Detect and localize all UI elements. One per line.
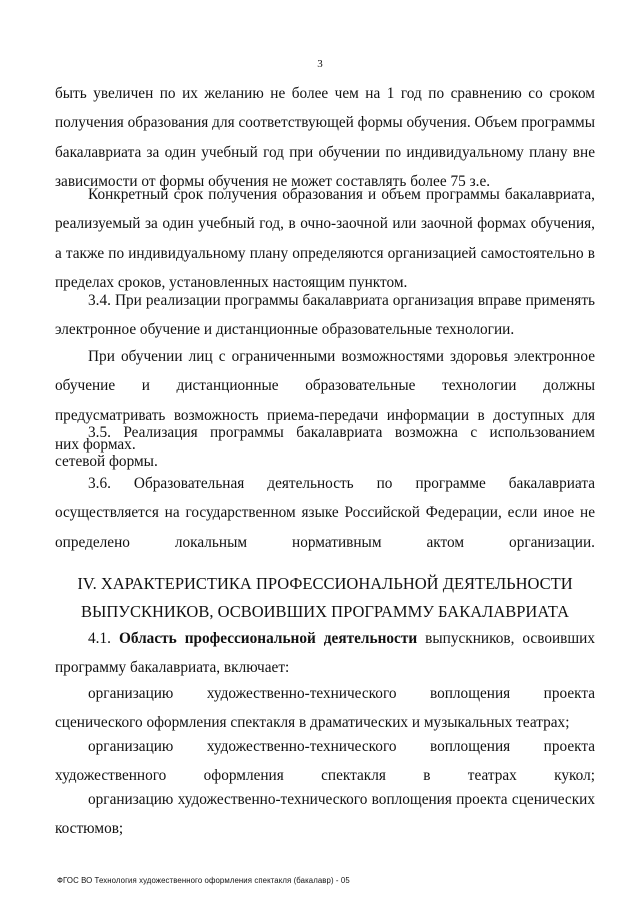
paragraph-continuation: быть увеличен по их желанию не более чем на 1 год по сравнению со сроком получения образования для соответствующей формы обучения. Объем программы бакалавриата за один учебный год при обучении по индивидуальному плану вне зависимости от формы обучения не может составлять более 75 з.е. — [55, 85, 595, 191]
paragraph-3-6: 3.6. Образовательная деятельность по программе бакалавриата осуществляется на государственном языке Российской Федерации, если иное не определено локальным нормативным актом организации. — [55, 475, 595, 551]
paragraph-disabilities: При обучении лиц с ограниченными возможностями здоровья электронное обучение и дистанционные образовательные технологии должны предусматривать возможность приема-передачи информации в доступных для них формах. — [55, 348, 595, 454]
list-item: организацию художественно-технического воплощения проекта сценических костюмов; — [55, 791, 595, 838]
section-heading-line-1: IV. ХАРАКТЕРИСТИКА ПРОФЕССИОНАЛЬНОЙ ДЕЯТЕЛЬНОСТИ — [77, 574, 573, 593]
item-number: 4.1. — [88, 630, 111, 647]
page-number: 3 — [317, 58, 323, 70]
item-text: выпускников, освоивших программу бакалавриата, включает: — [55, 630, 596, 677]
paragraph-4-1 — [55, 624, 595, 683]
list-item: организацию художественно-технического воплощения проекта сценического оформления спектакля в драматических и музыкальных театрах; — [55, 685, 595, 732]
footer: ФГОС ВО Технология художественного оформления спектакля (бакалавр) - 05 — [57, 876, 350, 885]
paragraph-3-4: 3.4. При реализации программы бакалавриата организация вправе применять электронное обучение и дистанционные образовательные технологии. — [55, 292, 595, 339]
bold-term: Область профессиональной деятельности — [118, 630, 418, 647]
list-item: организацию художественно-технического воплощения проекта художественного оформления спектакля в театрах кукол; — [55, 738, 595, 785]
paragraph-3-5: 3.5. Реализация программы бакалавриата возможна с использованием сетевой формы. — [55, 424, 595, 471]
section-heading-line-2: ВЫПУСКНИКОВ, ОСВОИВШИХ ПРОГРАММУ БАКАЛАВРИАТА — [81, 602, 569, 621]
paragraph-term-and-volume: Конкретный срок получения образования и объем программы бакалавриата, реализуемый за один учебный год, в очно-заочной или заочной формах обучения, а также по индивидуальному плану определяются организацией самостоятельно в пределах сроков, установленных настоящим пунктом. — [55, 186, 595, 292]
